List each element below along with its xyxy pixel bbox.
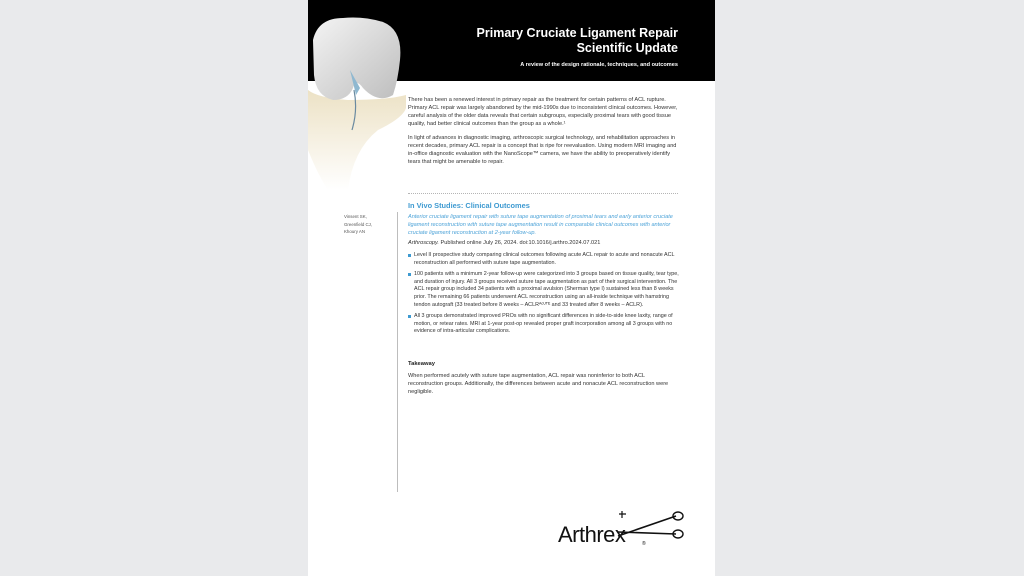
author-name: Vinsent SK, <box>344 214 367 219</box>
list-item-text: 100 patients with a minimum 2-year follow-up were categorized into 3 groups based on tissue quality, tear type, and duration of injury. All 3 groups received suture tape augmentation as part of their surgical intervention. The ACL repair group included 34 patients with a proximal avulsion (Sherman type I) sustained less than 8 weeks prior. The remaining 66 patients underwent ACL reconstruction using an all-inside technique with hamstring tendon autograft (33 treated before 8 weeks – ACLRᴬᶜᵁᵀᴱ and 33 treated after 8 weeks – ACLR). <box>414 271 679 308</box>
study-citation <box>408 240 680 246</box>
intro-paragraph-2: In light of advances in diagnostic imaging, arthroscopic surgical technology, and rehabilitation approaches in recent decades, primary ACL repair is a concept that is ripe for reevaluation. Using modern MRI imaging and in-office diagnostic evaluation with the NanoScope™ camera, we have the ability to preoperatively identify tears that might be amenable to repair. <box>408 135 677 165</box>
list-item-text: Level II prospective study comparing clinical outcomes following acute ACL repair to acute and nonacute ACL reconstruction all performed with suture tape augmentation. <box>414 252 675 266</box>
citation-details: Published online July 26, 2024. doi:10.1016/j.arthro.2024.07.021 <box>438 240 601 246</box>
bullet-square-icon <box>408 254 411 257</box>
surgical-scissors-icon <box>616 510 684 542</box>
author-name: Khoury AN <box>344 229 365 234</box>
sidebar-rule <box>397 212 398 492</box>
title-line-1: Primary Cruciate Ligament Repair <box>476 26 678 40</box>
section-divider <box>408 193 678 194</box>
bullet-square-icon <box>408 273 411 276</box>
findings-list <box>408 252 680 340</box>
intro-text <box>408 96 678 172</box>
study-title: Anterior cruciate ligament repair with suture tape augmentation of proximal tears and early anterior cruciate ligament reconstruction with suture tape augmentation result in comparable clinical outcomes with anterior cruciate ligament reconstruction at 2-year follow-up. <box>408 214 673 236</box>
list-item <box>408 252 680 267</box>
author-list <box>344 213 372 236</box>
journal-name: Arthroscopy. <box>408 240 439 246</box>
document-page <box>308 0 715 576</box>
takeaway-text: When performed acutely with suture tape augmentation, ACL repair was noninferior to both ACL reconstruction groups. Additionally, the differences between acute and nonacute ACL reconstruction were negligible. <box>408 373 669 395</box>
document-title <box>418 26 678 56</box>
registered-mark: ® <box>642 541 646 547</box>
knee-joint-illustration <box>308 0 408 190</box>
arthrex-logo <box>558 510 683 555</box>
list-item <box>408 313 680 336</box>
intro-paragraph-1: There has been a renewed interest in primary repair as the treatment for certain patterns of ACL rupture. Primary ACL repair was largely abandoned by the mid-1990s due to inconsistent clinical outcomes. However, careful analysis of the older data reveals that certain subgroups, especially proximal tears with good tissue quality, had better clinical outcomes than the group as a whole.¹ <box>408 97 678 127</box>
author-name: Greenfield CJ, <box>344 221 373 227</box>
logo-wordmark: Arthrex <box>558 522 626 547</box>
section-heading: In Vivo Studies: Clinical Outcomes <box>408 201 530 210</box>
list-item-text: All 3 groups demonstrated improved PROs with no significant differences in side-to-side knee laxity, range of motion, or retear rates. MRI at 1-year post-op revealed proper graft incorporation among all 3 groups with no evidence of intra-articular complications. <box>414 313 673 335</box>
document-subtitle: A review of the design rationale, techniques, and outcomes <box>520 62 678 68</box>
takeaway-heading: Takeaway <box>408 361 435 367</box>
title-line-2: Scientific Update <box>576 41 678 55</box>
list-item <box>408 271 680 309</box>
bullet-square-icon <box>408 315 411 318</box>
